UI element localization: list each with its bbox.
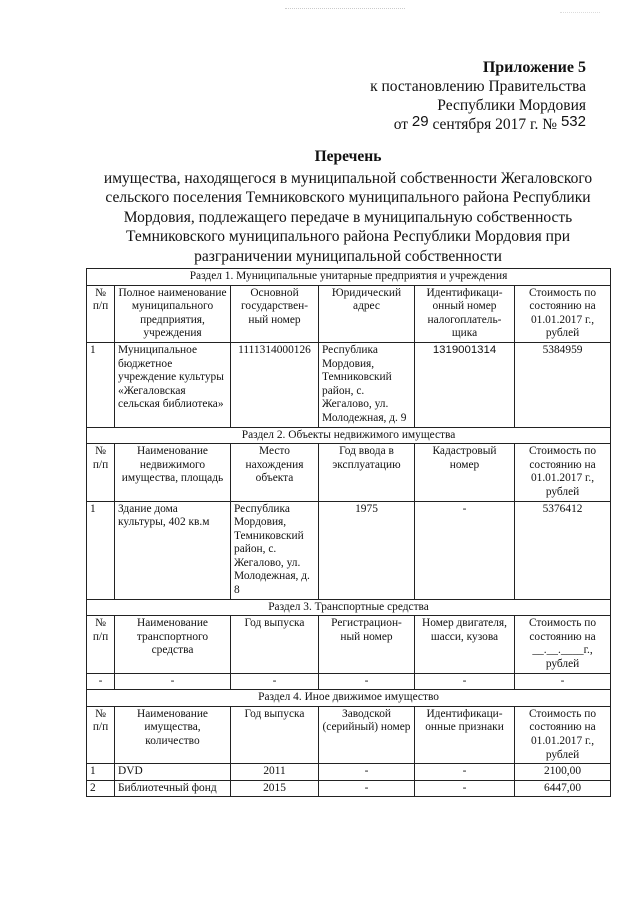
header-row [87, 285, 611, 342]
table-cell: 1 [87, 764, 115, 781]
table-cell: - [319, 673, 415, 690]
header-cell: Год ввода в эксплуатацию [319, 444, 415, 501]
header-cell: Год выпуска [231, 616, 319, 673]
table-cell: Муниципальное бюджетное учреждение культуры «Жегаловская сельская библиотека» [115, 342, 231, 427]
table-cell: 2 [87, 780, 115, 797]
header-cell: Стоимость по состоянию на 01.01.2017 г., рублей [515, 706, 611, 763]
header-row [87, 616, 611, 673]
table-cell: - [87, 673, 115, 690]
table-cell: 1319001314 [415, 342, 515, 427]
table-cell: Здание дома культуры, 402 кв.м [115, 501, 231, 599]
header-cell: Стоимость по состоянию на __.__.____г., рублей [515, 616, 611, 673]
header-cell: Наименование транспортного средства [115, 616, 231, 673]
header-cell: Юридический адрес [319, 285, 415, 342]
table-cell: - [415, 764, 515, 781]
section-title: Раздел 1. Муниципальные унитарные предприятия и учреждения [87, 269, 611, 286]
section-title: Раздел 4. Иное движимое имущество [87, 690, 611, 707]
table-cell: 2015 [231, 780, 319, 797]
table-cell: - [319, 764, 415, 781]
property-table [86, 268, 611, 797]
header-cell: Регистрацион-ный номер [319, 616, 415, 673]
doc-number: 532 [560, 113, 586, 130]
section-title: Раздел 2. Объекты недвижимого имущества [87, 427, 611, 444]
header-cell: Заводской (серийный) номер [319, 706, 415, 763]
header-cell: Кадастровый номер [415, 444, 515, 501]
header-cell: Основной государствен-ный номер [231, 285, 319, 342]
header-row [87, 706, 611, 763]
section-row [87, 269, 611, 286]
table-cell: 5376412 [515, 501, 611, 599]
header-cell: Идентификаци-онные признаки [415, 706, 515, 763]
header-cell: Наименование недвижимого имущества, площадь [115, 444, 231, 501]
header-cell: Стоимость по состоянию на 01.01.2017 г., рублей [515, 444, 611, 501]
title-line: сельского поселения Темниковского муниципального района Республики [105, 189, 591, 206]
table-cell: 2100,00 [515, 764, 611, 781]
title-heading: Перечень [314, 148, 382, 165]
section-row [87, 427, 611, 444]
table-cell: - [415, 780, 515, 797]
annex-block [370, 58, 586, 134]
table-row [87, 501, 611, 599]
header-cell: № п/п [87, 444, 115, 501]
table-cell: 6447,00 [515, 780, 611, 797]
title-line: имущества, находящегося в муниципальной собственности Жегаловского [103, 169, 593, 187]
header-cell: Стоимость по состоянию на 01.01.2017 г., рублей [515, 285, 611, 342]
header-cell: Год выпуска [231, 706, 319, 763]
table-cell: - [231, 673, 319, 690]
header-cell: Полное наименование муниципального предприятия, учреждения [115, 285, 231, 342]
header-cell: № п/п [87, 616, 115, 673]
table-cell: Библиотечный фонд [115, 780, 231, 797]
table-cell: 5384959 [515, 342, 611, 427]
header-row [87, 444, 611, 501]
section-title: Раздел 3. Транспортные средства [87, 599, 611, 616]
table-cell: - [319, 780, 415, 797]
header-cell: Наименование имущества, количество [115, 706, 231, 763]
table-row [87, 764, 611, 781]
header-cell: Идентификаци-онный номер налогоплатель-щика [415, 285, 515, 342]
annex-line: к постановлению Правительства [370, 78, 586, 95]
table-cell: Республика Мордовия, Темниковский район, с. Жегалово, ул. Молодежная, д. 9 [319, 342, 415, 427]
header-cell: № п/п [87, 285, 115, 342]
annex-date [370, 115, 586, 134]
table-cell: - [415, 673, 515, 690]
scan-speck [285, 8, 405, 12]
table-cell: Республика Мордовия, Темниковский район, с. Жегалово, ул. Молодежная, д. 8 [231, 501, 319, 599]
title-line: разграничении муниципальной собственности [194, 247, 502, 265]
header-cell: № п/п [87, 706, 115, 763]
table-cell: - [515, 673, 611, 690]
title-line: Темниковского муниципального района Республики Мордовия при [126, 228, 570, 245]
table-cell: 1 [87, 342, 115, 427]
title-line: Мордовия, подлежащего передаче в муниципальную собственность [123, 208, 573, 226]
table-cell: 2011 [231, 764, 319, 781]
table-cell: DVD [115, 764, 231, 781]
date-mid: сентября 2017 г. № [432, 116, 558, 133]
table-cell: 1975 [319, 501, 415, 599]
section-row [87, 599, 611, 616]
date-day: 29 [411, 113, 429, 130]
scan-speck [560, 12, 600, 15]
table-cell: - [115, 673, 231, 690]
table-row [87, 780, 611, 797]
header-cell: Место нахождения объекта [231, 444, 319, 501]
date-prefix: от [393, 116, 409, 133]
annex-number: Приложение 5 [482, 59, 586, 76]
document-title [88, 147, 608, 266]
table-row [87, 673, 611, 690]
section-row [87, 690, 611, 707]
table-row [87, 342, 611, 427]
table-cell: - [415, 501, 515, 599]
header-cell: Номер двигателя, шасси, кузова [415, 616, 515, 673]
table-cell: 1111314000126 [231, 342, 319, 427]
table-cell: 1 [87, 501, 115, 599]
annex-line: Республики Мордовия [437, 97, 586, 114]
